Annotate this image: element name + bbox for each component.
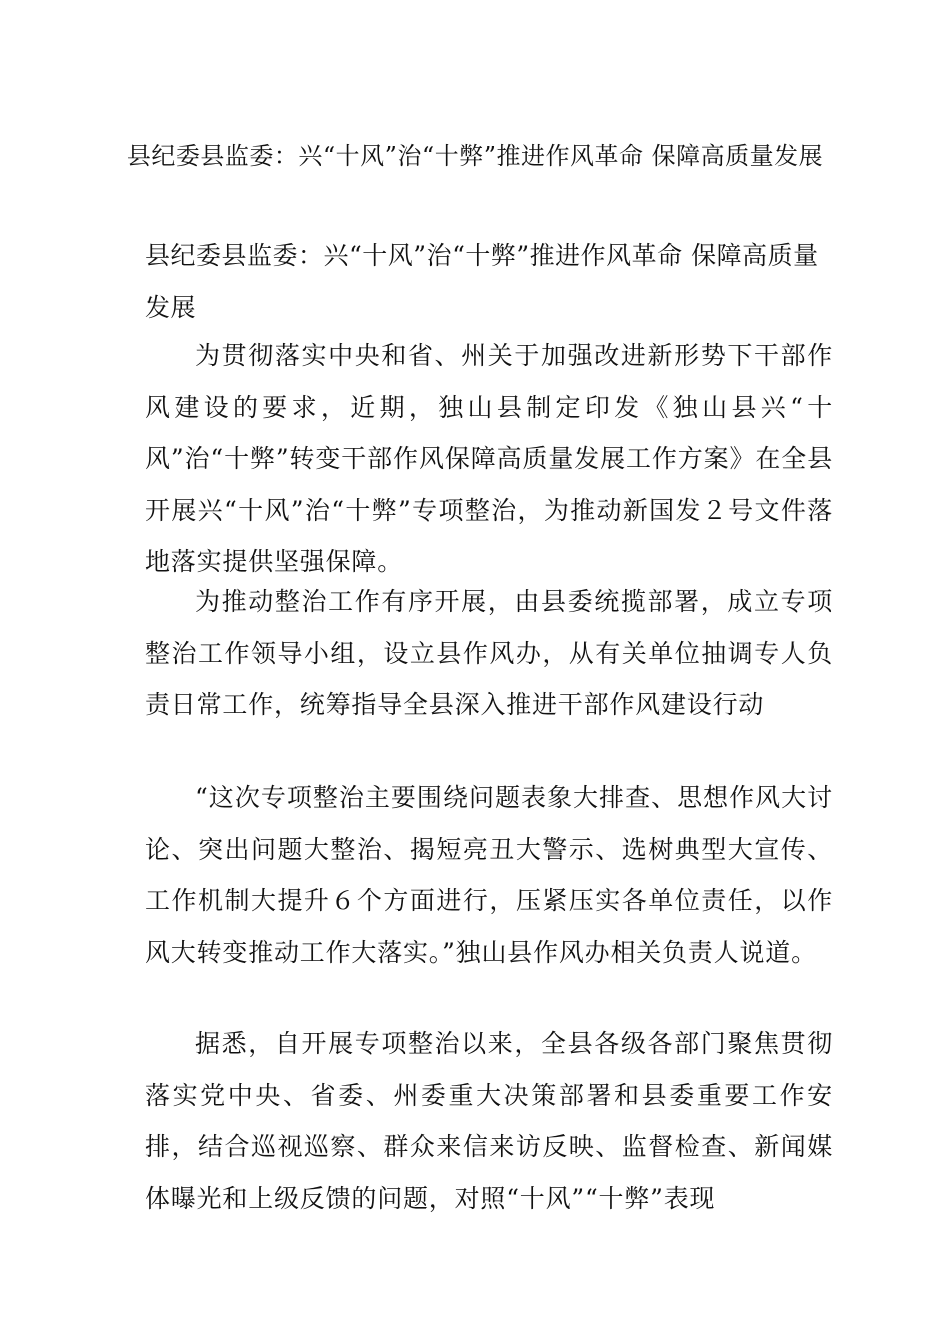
paragraph-3: “这次专项整治主要围绕问题表象大排查、思想作风大讨论、突出问题大整治、揭短亮丑大警示、选树典型大宣传、工作机制大提升６个方面进行，压紧压实各单位责任，以作风大转变推动工作大落实。”独山县作风办相关负责人说道。 xyxy=(145,783,833,967)
paragraph-4: 据悉，自开展专项整治以来，全县各级各部门聚焦贯彻落实党中央、省委、州委重大决策部署和县委重要工作安排，结合巡视巡察、群众来信来访反映、监督检查、新闻媒体曝光和上级反馈的问题，对照“十风”“十弊”表现 xyxy=(145,1029,833,1213)
document-title: 县纪委县监委：兴“十风”治“十弊”推进作风革命 保障高质量发展 xyxy=(126,142,824,170)
document-subtitle: 县纪委县监委：兴“十风”治“十弊”推进作风革命 保障高质量发展 xyxy=(145,241,819,322)
paragraph-2: 为推动整治工作有序开展，由县委统揽部署，成立专项整治工作领导小组，设立县作风办，从有关单位抽调专人负责日常工作，统筹指导全县深入推进干部作风建设行动 xyxy=(145,587,833,719)
paragraph-1: 为贯彻落实中央和省、州关于加强改进新形势下干部作风建设的要求，近期，独山县制定印发《独山县兴“十风”治“十弊”转变干部作风保障高质量发展工作方案》在全县开展兴“十风”治“十弊”专项整治，为推动新国发２号文件落地落实提供坚强保障。 xyxy=(145,341,833,576)
